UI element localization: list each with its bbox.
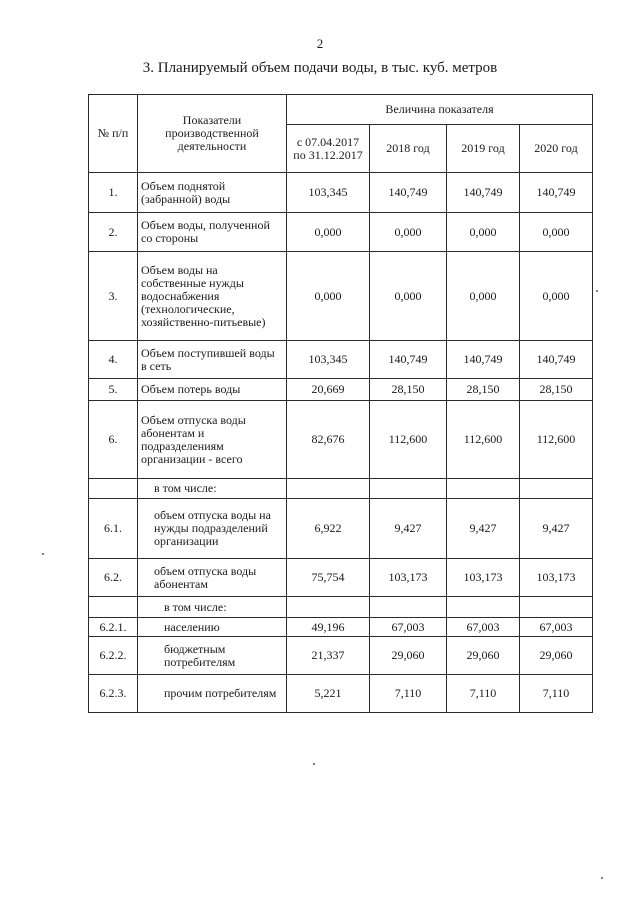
row-value: 75,754 — [287, 559, 370, 597]
row-value: 21,337 — [287, 637, 370, 675]
table-row — [89, 559, 593, 597]
row-value — [520, 479, 593, 499]
page-number: 2 — [316, 36, 324, 51]
row-value: 112,600 — [370, 401, 447, 479]
header-period: с 07.04.2017 по 31.12.2017 — [287, 125, 370, 173]
row-value: 67,003 — [370, 618, 447, 637]
header-period: 2019 год — [447, 125, 520, 173]
row-value: 67,003 — [520, 618, 593, 637]
row-value: 140,749 — [447, 173, 520, 213]
document-title: 3. Планируемый объем подачи воды, в тыс. куб. метров — [142, 60, 498, 76]
row-label: Объем отпуска воды абонентам и подразделениям организации - всего — [138, 401, 287, 479]
row-value: 28,150 — [447, 379, 520, 401]
row-number: 3. — [89, 252, 138, 341]
row-number: 6.1. — [89, 499, 138, 559]
table-row — [89, 675, 593, 713]
row-value: 9,427 — [370, 499, 447, 559]
row-label: бюджетным потребителям — [138, 637, 287, 675]
row-label: в том числе: — [138, 479, 287, 499]
scan-speck — [601, 877, 603, 879]
scan-speck — [313, 763, 315, 765]
row-label: населению — [138, 618, 287, 637]
row-number: 6.2.2. — [89, 637, 138, 675]
table-row — [89, 401, 593, 479]
row-number: 4. — [89, 341, 138, 379]
row-value: 9,427 — [520, 499, 593, 559]
table-row — [89, 252, 593, 341]
row-value — [520, 597, 593, 618]
row-number: 2. — [89, 213, 138, 252]
row-value: 0,000 — [370, 213, 447, 252]
row-value: 7,110 — [447, 675, 520, 713]
row-value — [370, 597, 447, 618]
row-value: 28,150 — [520, 379, 593, 401]
row-value: 20,669 — [287, 379, 370, 401]
scan-speck — [596, 290, 598, 292]
table-header-row — [89, 95, 593, 125]
row-value: 0,000 — [287, 213, 370, 252]
row-value: 103,345 — [287, 173, 370, 213]
row-value: 140,749 — [370, 173, 447, 213]
row-value: 103,173 — [447, 559, 520, 597]
table-row-subheading — [89, 479, 593, 499]
row-value: 0,000 — [520, 213, 593, 252]
water-supply-table — [88, 94, 593, 713]
row-value: 29,060 — [370, 637, 447, 675]
row-value: 6,922 — [287, 499, 370, 559]
row-value: 67,003 — [447, 618, 520, 637]
row-value: 0,000 — [370, 252, 447, 341]
row-value: 112,600 — [520, 401, 593, 479]
row-value — [287, 479, 370, 499]
header-value-group: Величина показателя — [287, 95, 593, 125]
row-number: 6.2.3. — [89, 675, 138, 713]
row-label: в том числе: — [138, 597, 287, 618]
row-value: 28,150 — [370, 379, 447, 401]
row-value: 112,600 — [447, 401, 520, 479]
row-label: Объем поступившей воды в сеть — [138, 341, 287, 379]
row-value: 5,221 — [287, 675, 370, 713]
row-value: 103,173 — [520, 559, 593, 597]
table-row — [89, 379, 593, 401]
header-period: 2020 год — [520, 125, 593, 173]
row-number: 6. — [89, 401, 138, 479]
row-label: Объем воды на собственные нужды водоснабжения (технологические, хозяйственно-питьевые) — [138, 252, 287, 341]
row-value: 0,000 — [287, 252, 370, 341]
row-value: 29,060 — [520, 637, 593, 675]
header-num: № п/п — [89, 95, 138, 173]
table-row — [89, 341, 593, 379]
row-value: 7,110 — [370, 675, 447, 713]
row-value: 140,749 — [447, 341, 520, 379]
row-value: 103,345 — [287, 341, 370, 379]
header-period: 2018 год — [370, 125, 447, 173]
row-label: Объем воды, полученной со стороны — [138, 213, 287, 252]
row-number: 1. — [89, 173, 138, 213]
row-label: Объем поднятой (забранной) воды — [138, 173, 287, 213]
row-value: 29,060 — [447, 637, 520, 675]
table-row — [89, 637, 593, 675]
row-value: 0,000 — [520, 252, 593, 341]
row-value: 7,110 — [520, 675, 593, 713]
row-value: 0,000 — [447, 252, 520, 341]
row-value: 82,676 — [287, 401, 370, 479]
header-indicator: Показатели производственной деятельности — [138, 95, 287, 173]
row-label: Объем потерь воды — [138, 379, 287, 401]
row-number — [89, 479, 138, 499]
row-value: 140,749 — [520, 341, 593, 379]
row-value — [287, 597, 370, 618]
row-number — [89, 597, 138, 618]
row-value: 140,749 — [370, 341, 447, 379]
table-row — [89, 173, 593, 213]
row-value — [447, 479, 520, 499]
row-number: 5. — [89, 379, 138, 401]
row-value — [370, 479, 447, 499]
table-row — [89, 618, 593, 637]
row-value: 103,173 — [370, 559, 447, 597]
row-value: 9,427 — [447, 499, 520, 559]
table-row — [89, 213, 593, 252]
table-row-subheading — [89, 597, 593, 618]
table-row — [89, 499, 593, 559]
row-label: объем отпуска воды абонентам — [138, 559, 287, 597]
row-number: 6.2. — [89, 559, 138, 597]
row-value: 0,000 — [447, 213, 520, 252]
scan-speck — [42, 553, 44, 555]
row-value: 140,749 — [520, 173, 593, 213]
row-label: прочим потребителям — [138, 675, 287, 713]
row-number: 6.2.1. — [89, 618, 138, 637]
row-value — [447, 597, 520, 618]
row-label: объем отпуска воды на нужды подразделений организации — [138, 499, 287, 559]
row-value: 49,196 — [287, 618, 370, 637]
